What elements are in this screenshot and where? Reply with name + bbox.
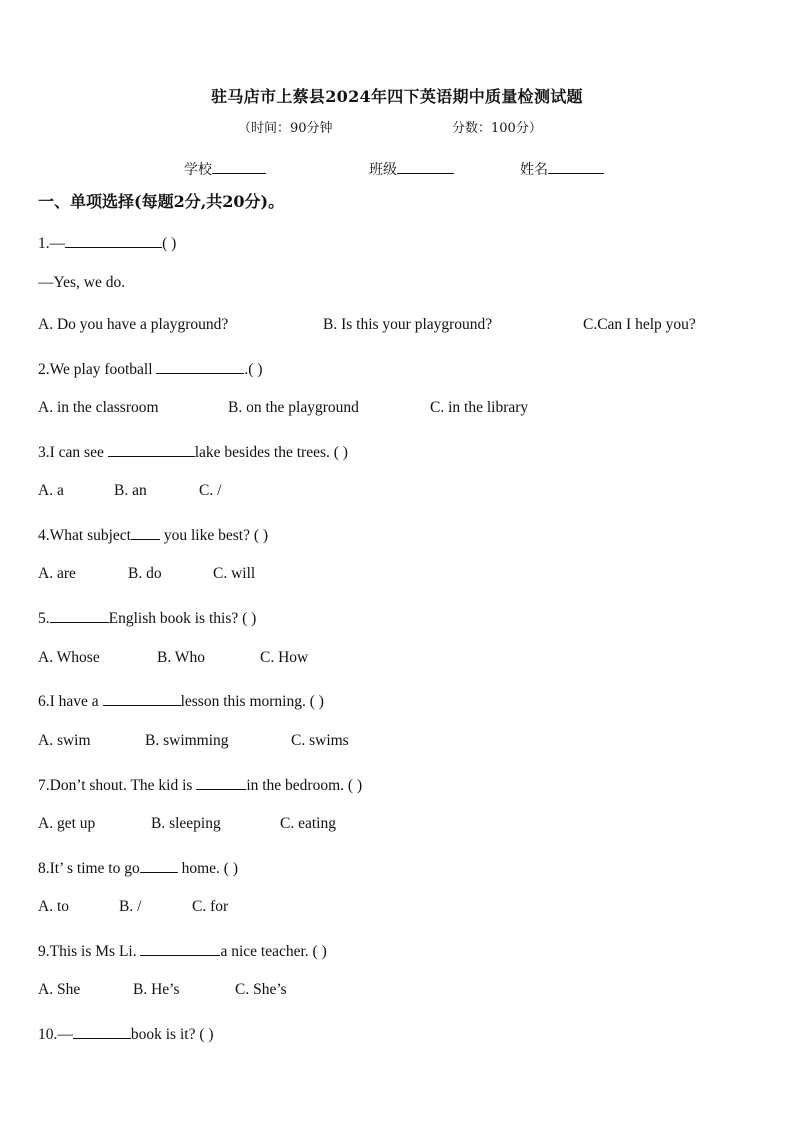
option-b: B. Is this your playground? — [323, 316, 493, 333]
question-text: 5. — [38, 610, 50, 627]
question-3-stem — [38, 441, 348, 462]
option-b: B. He’s — [133, 981, 180, 998]
question-text: 9.This is Ms Li. — [38, 943, 141, 960]
question-text: home. ( ) — [177, 860, 239, 877]
answer-blank — [131, 524, 160, 540]
class-label: 班级 — [369, 162, 397, 178]
question-2-stem — [38, 358, 263, 379]
school-label: 学校 — [184, 162, 212, 178]
school-blank — [212, 159, 266, 174]
option-a: A. to — [38, 898, 69, 915]
answer-blank — [108, 441, 195, 457]
question-1-reply: —Yes, we do. — [38, 274, 126, 291]
answer-blank — [196, 774, 246, 790]
question-text: lake besides the trees. ( ) — [194, 444, 348, 461]
question-text: 10.— — [38, 1026, 73, 1043]
name-label: 姓名 — [520, 162, 548, 178]
option-b: B. swimming — [145, 732, 229, 749]
question-text: .( ) — [244, 361, 263, 378]
question-text: 7.Don’t shout. The kid is — [38, 777, 197, 794]
question-text: 8.It’ s time to go — [38, 860, 140, 877]
exam-score: 分数：100分） — [452, 121, 542, 136]
class-field — [369, 159, 454, 179]
question-10-stem — [38, 1023, 214, 1044]
question-text: lesson this morning. ( ) — [180, 693, 324, 710]
question-4-stem — [38, 524, 268, 545]
question-text: 4.What subject — [38, 527, 131, 544]
option-c: C. She’s — [235, 981, 287, 998]
question-text: you like best? ( ) — [159, 527, 269, 544]
answer-blank — [140, 940, 220, 956]
option-c: C. / — [199, 482, 222, 499]
exam-time: （时间：90分钟 — [238, 121, 333, 136]
option-a: A. a — [38, 482, 64, 499]
question-5-stem — [38, 607, 256, 628]
question-text: in the bedroom. ( ) — [246, 777, 363, 794]
school-field — [184, 159, 266, 179]
question-text: book is it? ( ) — [130, 1026, 214, 1043]
option-a: A. get up — [38, 815, 96, 832]
class-blank — [397, 159, 454, 174]
answer-blank — [156, 358, 244, 374]
question-6-stem — [38, 690, 324, 711]
option-c: C. swims — [291, 732, 349, 749]
question-text: English book is this? ( ) — [108, 610, 257, 627]
option-a: A. in the classroom — [38, 399, 159, 416]
question-1-stem — [38, 232, 176, 253]
question-text: 1.— — [38, 235, 66, 252]
option-b: B. / — [119, 898, 142, 915]
answer-blank — [140, 857, 178, 873]
answer-blank — [65, 232, 162, 248]
question-9-stem — [38, 940, 327, 961]
option-a: A. She — [38, 981, 81, 998]
option-b: B. sleeping — [151, 815, 221, 832]
exam-title: 驻马店市上蔡县2024年四下英语期中质量检测试题 — [211, 87, 583, 106]
name-blank — [548, 159, 604, 174]
answer-blank — [73, 1023, 131, 1039]
option-a: A. Do you have a playground? — [38, 316, 229, 333]
option-b: B. on the playground — [228, 399, 359, 416]
question-text: a nice teacher. ( ) — [220, 943, 327, 960]
option-c: C. will — [213, 565, 256, 582]
option-a: A. Whose — [38, 649, 100, 666]
answer-blank — [103, 690, 181, 706]
question-7-stem — [38, 774, 362, 795]
option-a: A. swim — [38, 732, 91, 749]
option-b: B. an — [114, 482, 147, 499]
option-c: C. eating — [280, 815, 336, 832]
question-text: 2.We play football — [38, 361, 157, 378]
option-c: C.Can I help you? — [583, 316, 696, 333]
answer-blank — [50, 607, 109, 623]
question-8-stem — [38, 857, 238, 878]
option-b: B. Who — [157, 649, 205, 666]
name-field — [520, 159, 604, 179]
option-c: C. How — [260, 649, 309, 666]
section-heading: 一、单项选择(每题2分,共20分)。 — [38, 192, 285, 211]
question-text: ( ) — [162, 235, 177, 252]
option-c: C. in the library — [430, 399, 529, 416]
option-c: C. for — [192, 898, 229, 915]
option-b: B. do — [128, 565, 162, 582]
option-a: A. are — [38, 565, 76, 582]
question-text: 3.I can see — [38, 444, 108, 461]
question-text: 6.I have a — [38, 693, 103, 710]
